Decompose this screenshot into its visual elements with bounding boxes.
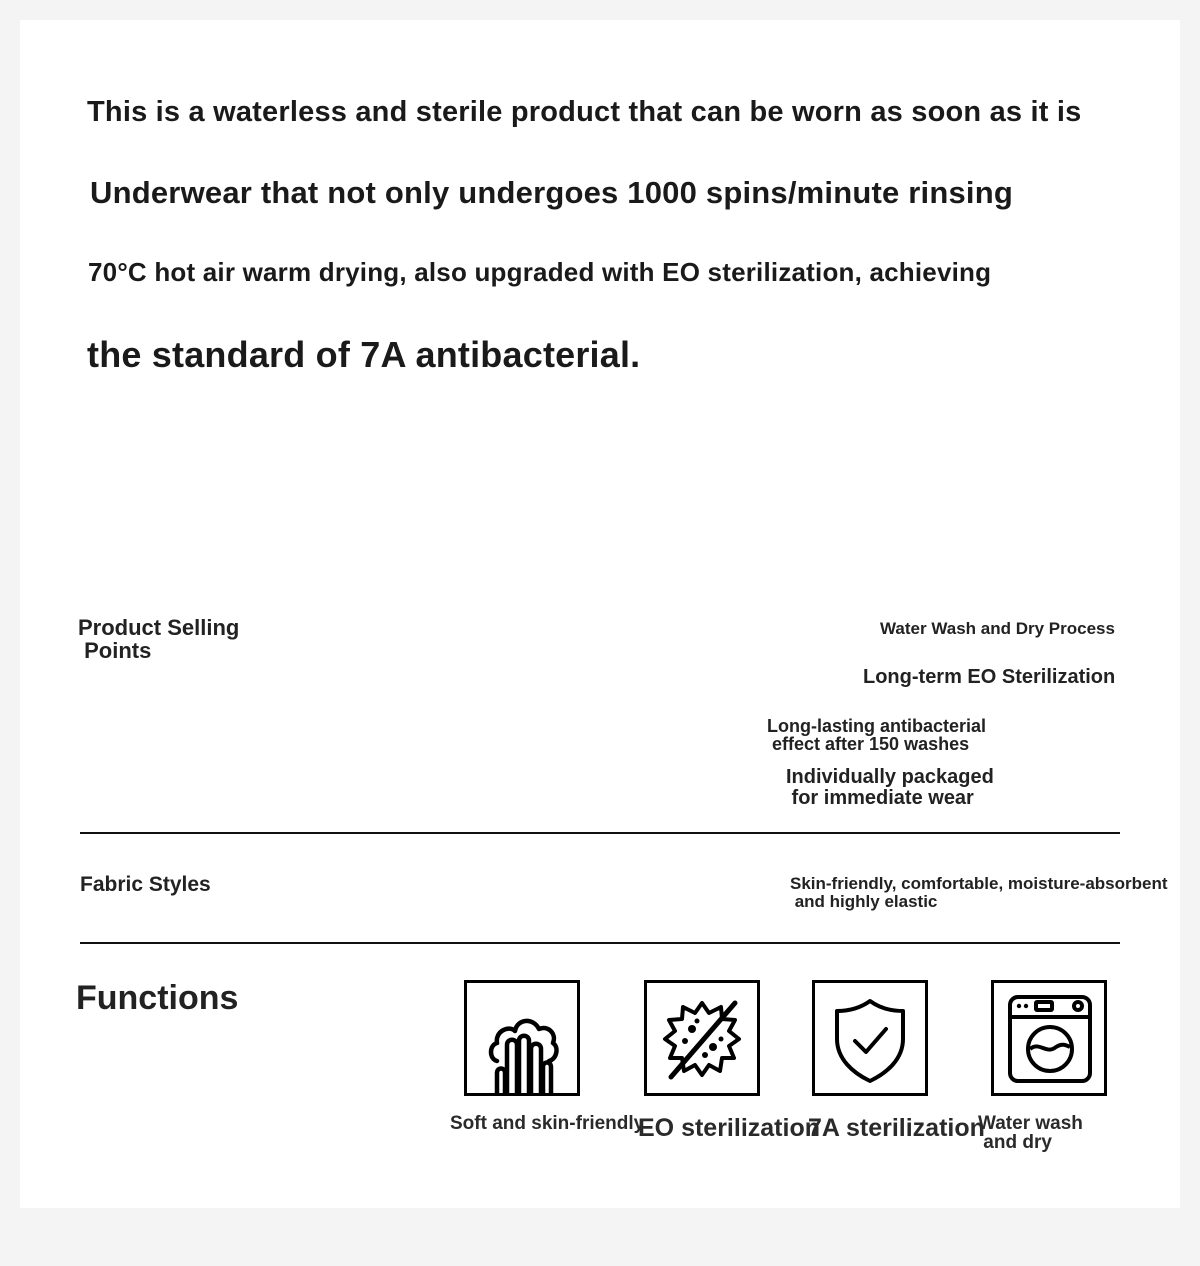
intro-text-block xyxy=(20,20,1180,420)
virus-slash-icon xyxy=(647,983,757,1093)
selling-point-eo-sterilization xyxy=(863,666,1115,689)
selling-points-title-line-1: Product Selling xyxy=(78,615,240,640)
function-label-wash-line-1: Water wash xyxy=(978,1113,1083,1134)
section-divider xyxy=(80,832,1120,834)
shield-check-icon xyxy=(815,983,925,1093)
section-divider xyxy=(80,942,1120,944)
selling-point-text: Water Wash and Dry Process xyxy=(880,619,1115,638)
function-label-wash-line-2: and dry xyxy=(978,1132,1052,1153)
selling-point-text: for immediate wear xyxy=(786,787,974,809)
intro-line-4: the standard of 7A antibacterial. xyxy=(87,334,641,375)
fabric-description xyxy=(790,875,1168,911)
selling-point-text: Long-lasting antibacterial xyxy=(767,716,987,736)
function-label-soft: Soft and skin-friendly xyxy=(450,1113,645,1134)
fabric-description-line-1: Skin-friendly, comfortable, moisture-absorbent xyxy=(790,874,1168,893)
function-icon-box-eo xyxy=(644,980,760,1096)
selling-point-antibacterial xyxy=(767,717,986,753)
washing-machine-icon xyxy=(994,983,1104,1093)
selling-point-packaged xyxy=(786,767,994,809)
functions-title: Functions xyxy=(76,979,239,1017)
intro-line-3: 70°C hot air warm drying, also upgraded with EO sterilization, achieving xyxy=(88,257,992,287)
function-icon-box-7a xyxy=(812,980,928,1096)
function-label-7a: 7A sterilization xyxy=(808,1114,985,1142)
function-icon-box-soft xyxy=(464,980,580,1096)
function-label-eo: EO sterilization xyxy=(638,1114,820,1142)
selling-point-water-wash xyxy=(880,619,1115,639)
intro-line-1: This is a waterless and sterile product that can be worn as soon as it is xyxy=(87,96,1082,128)
selling-point-text: effect after 150 washes xyxy=(767,734,970,754)
fabric-description-line-2: and highly elastic xyxy=(790,892,938,911)
selling-point-text: Individually packaged xyxy=(786,766,994,788)
selling-points-title-line-2: Points xyxy=(78,638,152,663)
intro-line-2: Underwear that not only undergoes 1000 spins/minute rinsing xyxy=(90,175,1014,210)
product-detail-sheet xyxy=(20,20,1180,1208)
fabric-styles-title: Fabric Styles xyxy=(80,873,211,896)
function-label-wash xyxy=(978,1114,1083,1152)
selling-points-title xyxy=(78,616,239,662)
function-icon-box-wash xyxy=(991,980,1107,1096)
hand-cloud-icon xyxy=(467,983,577,1093)
selling-point-text: Long-term EO Sterilization xyxy=(863,666,1116,688)
